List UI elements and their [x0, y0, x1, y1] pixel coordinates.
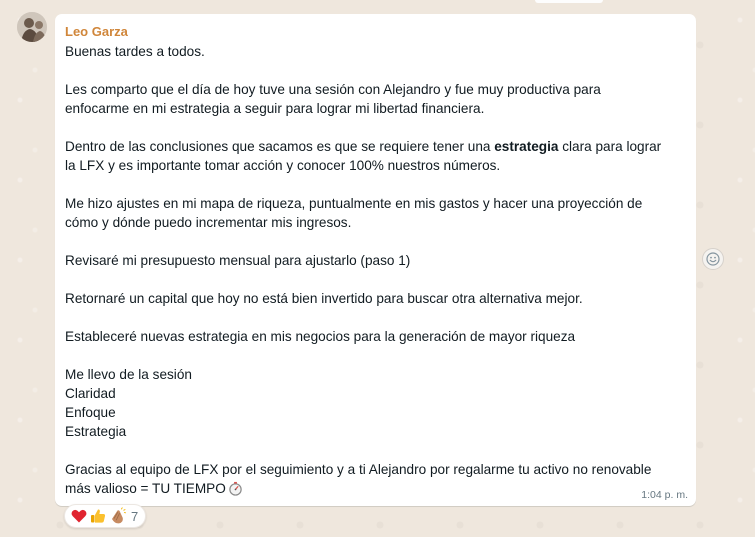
react-button[interactable] — [702, 248, 724, 270]
text-line: enfocarme en mi estrategia a seguir para lograr mi libertad financiera. — [65, 101, 485, 116]
clapping-hands-icon — [108, 507, 126, 525]
text-line: Les comparto que el día de hoy tuve una sesión con Alejandro y fue muy productiva para — [65, 82, 601, 97]
text-line: Buenas tardes a todos. — [65, 44, 205, 59]
avatar-image — [17, 12, 47, 42]
text-line: Claridad — [65, 386, 116, 401]
text-line: Enfoque — [65, 405, 116, 420]
message-paragraph — [65, 251, 686, 270]
text-line — [65, 137, 686, 156]
text-line: Revisaré mi presupuesto mensual para ajustarlo (paso 1) — [65, 253, 411, 268]
text-line: Estrategia — [65, 424, 127, 439]
message-paragraph — [65, 42, 686, 61]
message-bubble[interactable] — [55, 14, 696, 506]
text-line: Me hizo ajustes en mi mapa de riqueza, puntualmente en mis gastos y hacer una proyección de — [65, 196, 643, 211]
message-paragraph — [65, 460, 686, 498]
message-paragraph — [65, 327, 686, 346]
message-paragraph — [65, 80, 686, 118]
previous-message-edge — [535, 0, 603, 3]
text-line: Retornaré un capital que hoy no está bien invertido para buscar otra alternativa mejor. — [65, 291, 583, 306]
text-line: la LFX y es importante tomar acción y conocer 100% nuestros números. — [65, 158, 501, 173]
message-timestamp: 1:04 p. m. — [641, 489, 688, 501]
text-line: Estableceré nuevas estrategia en mis negocios para la generación de mayor riqueza — [65, 329, 576, 344]
message-text — [65, 42, 686, 498]
text-line: cómo y dónde puedo incrementar mis ingresos. — [65, 215, 352, 230]
message-paragraph — [65, 365, 686, 441]
thumbs-up-icon — [89, 507, 107, 525]
reactions-pill[interactable] — [64, 504, 146, 528]
message-paragraph — [65, 289, 686, 308]
text-line — [65, 479, 686, 498]
avatar[interactable] — [17, 12, 47, 42]
heart-icon — [70, 507, 88, 525]
text-line: Me llevo de la sesión — [65, 367, 192, 382]
sender-name[interactable]: Leo Garza — [65, 24, 128, 39]
text-line: Gracias al equipo de LFX por el seguimiento y a ti Alejandro por regalarme tu activo no renovable — [65, 462, 652, 477]
text-segment: Dentro de las conclusiones que sacamos es que se requiere tener una — [65, 139, 495, 154]
message-paragraph — [65, 194, 686, 232]
text-segment: más valioso = TU TIEMPO — [65, 481, 226, 496]
reaction-count: 7 — [131, 508, 139, 524]
message-paragraph — [65, 137, 686, 175]
smiley-icon — [706, 252, 720, 266]
stopwatch-icon — [228, 481, 243, 496]
bold-text: estrategia — [494, 139, 559, 154]
text-segment: clara para lograr — [558, 139, 662, 154]
